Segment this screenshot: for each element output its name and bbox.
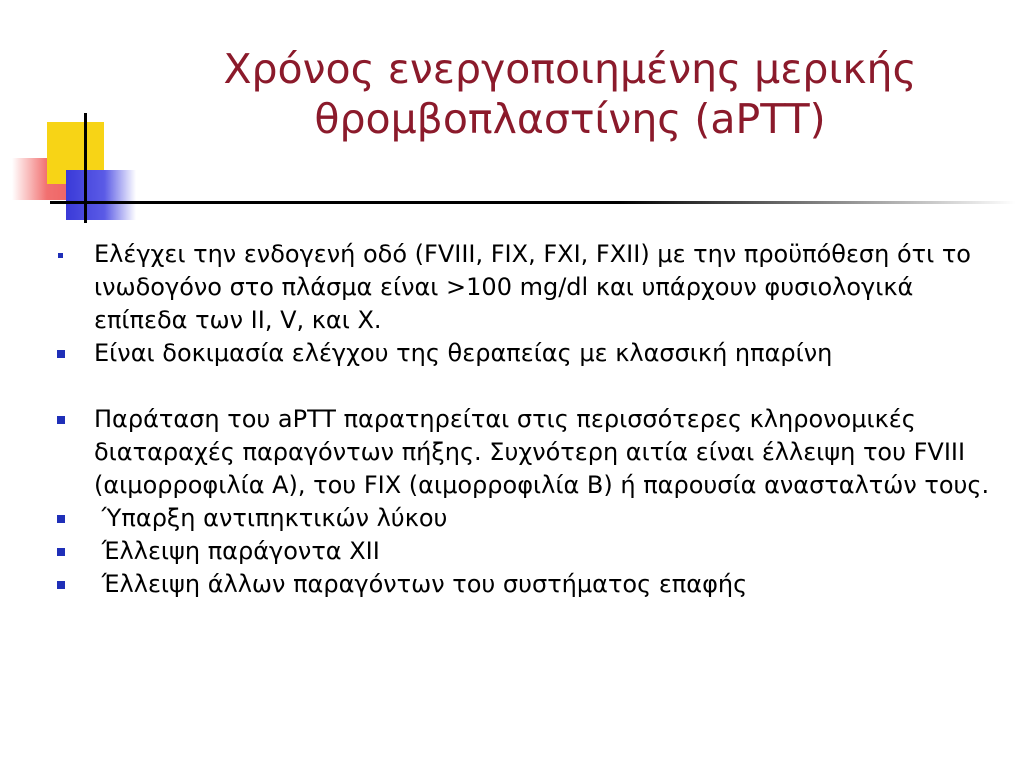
square-bullet-icon	[57, 581, 65, 589]
square-bullet-icon	[57, 350, 65, 358]
slide-title-line-2: θρομβοπλαστίνης (aPTT)	[314, 95, 826, 143]
title-underline	[136, 201, 1016, 204]
bullet-item	[52, 238, 1012, 337]
bullet-list	[52, 238, 1012, 601]
decorative-horizontal-line-left	[50, 201, 140, 204]
slide-title	[150, 44, 990, 144]
square-bullet-icon	[58, 253, 63, 258]
bullet-text: Ελέγχει την ενδογενή οδό (FVIII, FIX, FXI, FXII) με την προϋπόθεση ότι το ινωδογόνο στο πλάσμα είναι >100 mg/dl και υπάρχουν φυσιολογικά επίπεδα των II, V, και Χ.	[94, 240, 971, 334]
bullet-text: Παράταση του aPTT παρατηρείται στις περισσότερες κληρονομικές διαταραχές παραγόντων πήξης. Συχνότερη αιτία είναι έλλειψη του FVIII (αιμορροφιλία Α), του FIX (αιμορροφιλία Β) ή παρουσία ανασταλτών τους.	[94, 405, 990, 499]
bullet-item	[52, 568, 1012, 601]
slide-title-line-1: Χρόνος ενεργοποιημένης μερικής	[223, 45, 917, 93]
bullet-item	[52, 535, 1012, 568]
square-bullet-icon	[57, 515, 65, 523]
bullet-text: Έλλειψη παράγοντα XII	[94, 537, 380, 565]
bullet-text: Ύπαρξη αντιπηκτικών λύκου	[94, 504, 448, 532]
decorative-vertical-line	[84, 113, 87, 223]
bullet-item	[52, 502, 1012, 535]
square-bullet-icon	[57, 416, 65, 424]
bullet-item	[52, 403, 1012, 502]
bullet-item	[52, 337, 1012, 370]
square-bullet-icon	[57, 548, 65, 556]
decorative-blue-square	[66, 170, 136, 220]
bullet-text: Είναι δοκιμασία ελέγχου της θεραπείας με κλασσική ηπαρίνη	[94, 339, 833, 367]
bullet-text: Έλλειψη άλλων παραγόντων του συστήματος επαφής	[94, 570, 748, 598]
